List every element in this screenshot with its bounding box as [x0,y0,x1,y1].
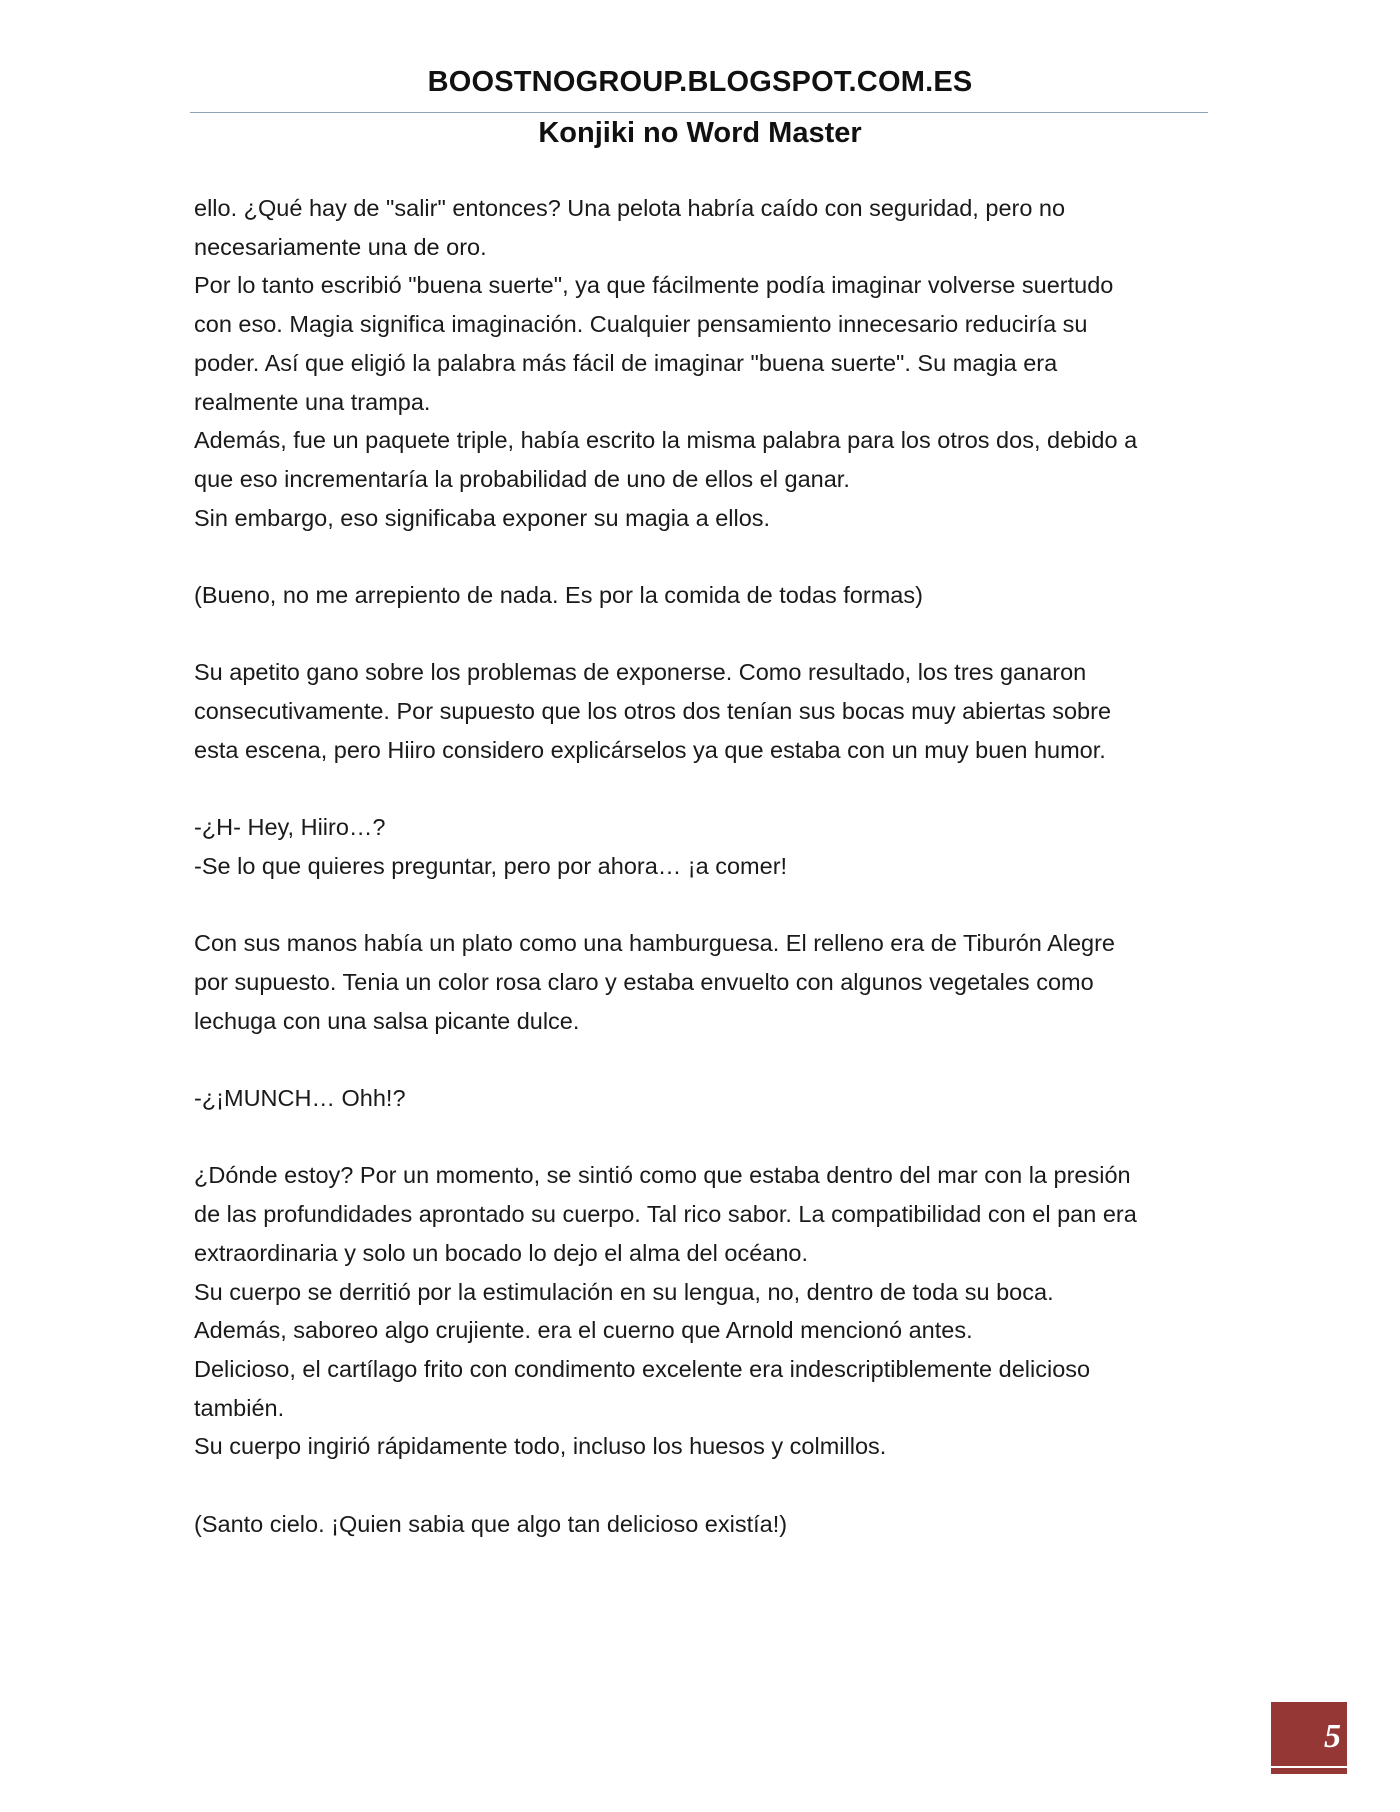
header-divider [190,112,1208,113]
blank-line [194,1466,1214,1505]
text-line: lechuga con una salsa picante dulce. [194,1007,580,1034]
blank-line [194,886,1214,925]
page-number-underline [1271,1766,1347,1768]
text-line: Por lo tanto escribió "buena suerte", ya que fácilmente podía imaginar volverse suertudo [194,272,1114,299]
blank-line [194,1040,1214,1079]
text-line: -¿¡MUNCH… Ohh!? [194,1085,406,1112]
text-line: ello. ¿Qué hay de "salir" entonces? Una pelota habría caído con seguridad, pero no [194,195,1066,221]
text-line: Su apetito gano sobre los problemas de exponerse. Como resultado, los tres ganaron [194,659,1087,686]
header-document-title: Konjiki no Word Master [538,117,862,149]
blank-line [194,537,1214,576]
blank-line [194,770,1214,809]
text-line: por supuesto. Tenia un color rosa claro y estaba envuelto con algunos vegetales como [194,969,1094,995]
text-line: que eso incrementaría la probabilidad de uno de ellos el ganar. [194,465,850,492]
text-line: Además, fue un paquete triple, había escrito la misma palabra para los otros dos, debido a [194,427,1138,454]
text-line: extraordinaria y solo un bocado lo dejo el alma del océano. [194,1239,809,1266]
text-line: con eso. Magia significa imaginación. Cualquier pensamiento innecesario reduciría su [194,311,1088,338]
text-line: necesariamente una de oro. [194,233,487,260]
text-line: Su cuerpo ingirió rápidamente todo, incluso los huesos y colmillos. [194,1433,887,1460]
page-number: 5 [1324,1718,1341,1755]
blank-line [194,615,1214,654]
text-line: realmente una trampa. [194,388,431,415]
text-line: poder. Así que eligió la palabra más fácil de imaginar "buena suerte". Su magia era [194,349,1058,376]
text-line: ¿Dónde estoy? Por un momento, se sintió como que estaba dentro del mar con la presión [194,1162,1131,1189]
text-line: consecutivamente. Por supuesto que los otros dos tenían sus bocas muy abiertas sobre [194,698,1112,725]
text-line: (Bueno, no me arrepiento de nada. Es por la comida de todas formas) [194,582,923,609]
text-line: esta escena, pero Hiiro considero explicárselos ya que estaba con un muy buen humor. [194,736,1106,763]
blank-line [194,1118,1214,1157]
text-line: también. [194,1394,285,1421]
text-line: -Se lo que quieres preguntar, pero por ahora… ¡a comer! [194,852,788,879]
text-line: de las profundidades aprontado su cuerpo. Tal rico sabor. La compatibilidad con el pan era [194,1201,1137,1228]
text-line: -¿H- Hey, Hiiro…? [194,814,386,841]
text-line: Con sus manos había un plato como una hamburguesa. El relleno era de Tiburón Alegre [194,930,1115,957]
body-text [194,189,1214,1544]
text-line: Delicioso, el cartílago frito con condimento excelente era indescriptiblemente delicioso [194,1356,1091,1382]
text-line: Además, saboreo algo crujiente. era el cuerno que Arnold mencionó antes. [194,1317,973,1344]
text-line: (Santo cielo. ¡Quien sabia que algo tan delicioso existía!) [194,1510,788,1537]
header-site-name: BOOSTNOGROUP.BLOGSPOT.COM.ES [427,66,973,98]
text-line: Sin embargo, eso significaba exponer su magia a ellos. [194,504,771,531]
text-line: Su cuerpo se derritió por la estimulación en su lengua, no, dentro de toda su boca. [194,1278,1054,1305]
